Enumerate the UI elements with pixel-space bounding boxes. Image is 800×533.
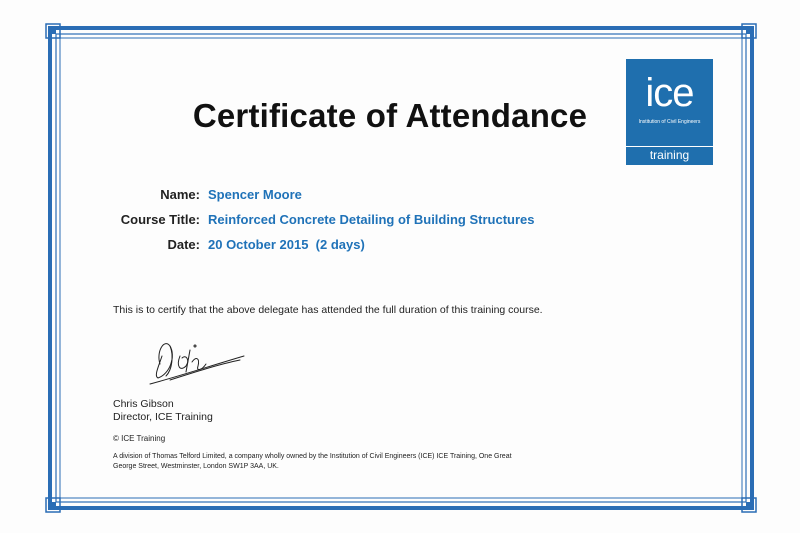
signer-title: Director, ICE Training	[113, 411, 213, 423]
ice-training-logo	[626, 59, 713, 165]
certificate-title: Certificate of Attendance	[192, 97, 588, 134]
date-row	[100, 237, 660, 257]
copyright-notice: © ICE Training	[113, 434, 166, 443]
logo-mark: ice	[645, 71, 694, 115]
attendance-statement: This is to certify that the above delegate has attended the full duration of this training course.	[113, 304, 543, 316]
date-value: 20 October 2015 (2 days)	[208, 237, 365, 252]
course-title-label: Course Title:	[120, 212, 200, 227]
name-row	[100, 187, 660, 207]
signer-name: Chris Gibson	[113, 398, 174, 410]
course-title-row	[100, 212, 660, 232]
course-title-value: Reinforced Concrete Detailing of Building Structures	[208, 212, 535, 227]
footer-text: A division of Thomas Telford Limited, a company wholly owned by the Institution of Civil Engineers (ICE) ICE Training, One Great George Street, Westminster, London SW1P 3AA, UK.	[113, 453, 512, 470]
name-value: Spencer Moore	[208, 187, 302, 202]
signature-image	[140, 326, 250, 386]
logo-institution: Institution of Civil Engineers	[638, 119, 701, 125]
date-label: Date:	[167, 237, 200, 252]
logo-divider	[626, 146, 713, 147]
name-label: Name:	[160, 187, 200, 202]
logo-training: training	[649, 148, 690, 162]
